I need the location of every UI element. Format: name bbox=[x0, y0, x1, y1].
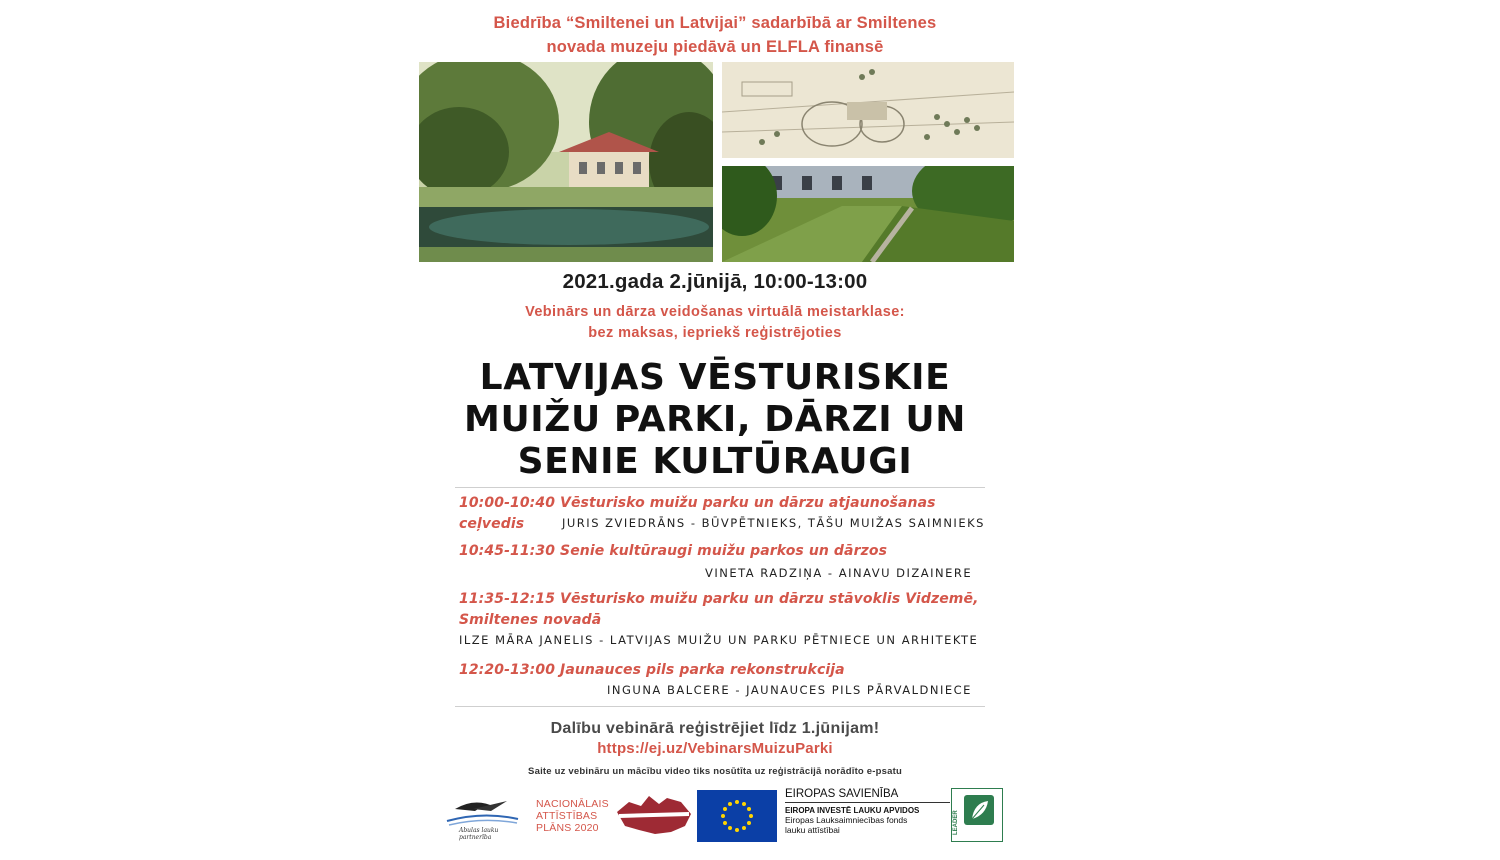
poster bbox=[405, 0, 1025, 860]
nap2020-logo: NACIONĀLAIS ATTĪSTĪBAS PLĀNS 2020 bbox=[536, 798, 609, 834]
registration-note: Saite uz vebināru un mācību video tiks nosūtīta uz reģistrācijā norādīto e-psatu bbox=[528, 766, 902, 777]
program-item: 12:20-13:00 Jaunauces pils parka rekonstrukcija bbox=[459, 662, 845, 678]
abula-partnership-logo: Abulas lauku partnerība bbox=[445, 795, 520, 840]
garden-photo-image bbox=[722, 166, 1014, 262]
event-title: LATVIJAS VĒSTURISKIE MUIŽU PARKI, DĀRZI UN SENIE KULTŪRAUGI bbox=[464, 357, 966, 482]
program-speaker: ILZE MĀRA JANELIS - LATVIJAS MUIŽU UN PARKU PĒTNIECE UN ARHITEKTE bbox=[459, 633, 979, 647]
program-speaker: JURIS ZVIEDRĀNS - BŪVPĒTNIEKS, TĀŠU MUIŽAS SAIMNIEKS bbox=[562, 516, 985, 530]
leaf-icon bbox=[952, 789, 1001, 840]
registration-link[interactable]: https://ej.uz/VebinarsMuizuParki bbox=[597, 740, 833, 757]
program-speaker: INGUNA BALCERE - JAUNAUCES PILS PĀRVALDNIECE bbox=[607, 683, 972, 697]
eu-underline bbox=[785, 802, 950, 803]
leader-logo: LEADER bbox=[951, 788, 1003, 842]
program-item: 10:00-10:40 Vēsturisko muižu parku un dārzu atjaunošanas ceļvedis bbox=[459, 495, 936, 532]
program-item-cont: Smiltenes novadā bbox=[459, 612, 602, 628]
eu-flag-icon bbox=[697, 790, 777, 842]
organizer-header: Biedrība “Smiltenei un Latvijai” sadarbībā ar Smiltenes novada muzeju piedāvā un ELFLA finansē bbox=[493, 14, 937, 56]
program-item: 10:45-11:30 Senie kultūraugi muižu parkos un dārzos bbox=[459, 543, 888, 559]
program-speaker: VINETA RADZIŅA - AINAVU DIZAINERE bbox=[705, 566, 973, 580]
registration-text: Dalību vebinārā reģistrējiet līdz 1.jūnijam! bbox=[550, 720, 880, 737]
event-subtitle: Vebinārs un dārza veidošanas virtuālā meistarklase: bez maksas, iepriekš reģistrējoties bbox=[525, 304, 905, 341]
park-plan-image bbox=[722, 62, 1014, 158]
event-date: 2021.gada 2.jūnijā, 10:00-13:00 bbox=[562, 270, 868, 293]
latvia-map-icon bbox=[615, 792, 693, 840]
program-item: 11:35-12:15 Vēsturisko muižu parku un dārzu stāvoklis Vidzemē, bbox=[459, 591, 979, 607]
divider bbox=[455, 706, 985, 707]
divider bbox=[455, 487, 985, 488]
eu-funding-text: EIROPAS SAVIENĪBA EIROPA INVESTĒ LAUKU APVIDOS Eiropas Lauksaimniecības fonds lauku attīstībai bbox=[785, 788, 950, 835]
manor-painting-image bbox=[419, 62, 713, 262]
